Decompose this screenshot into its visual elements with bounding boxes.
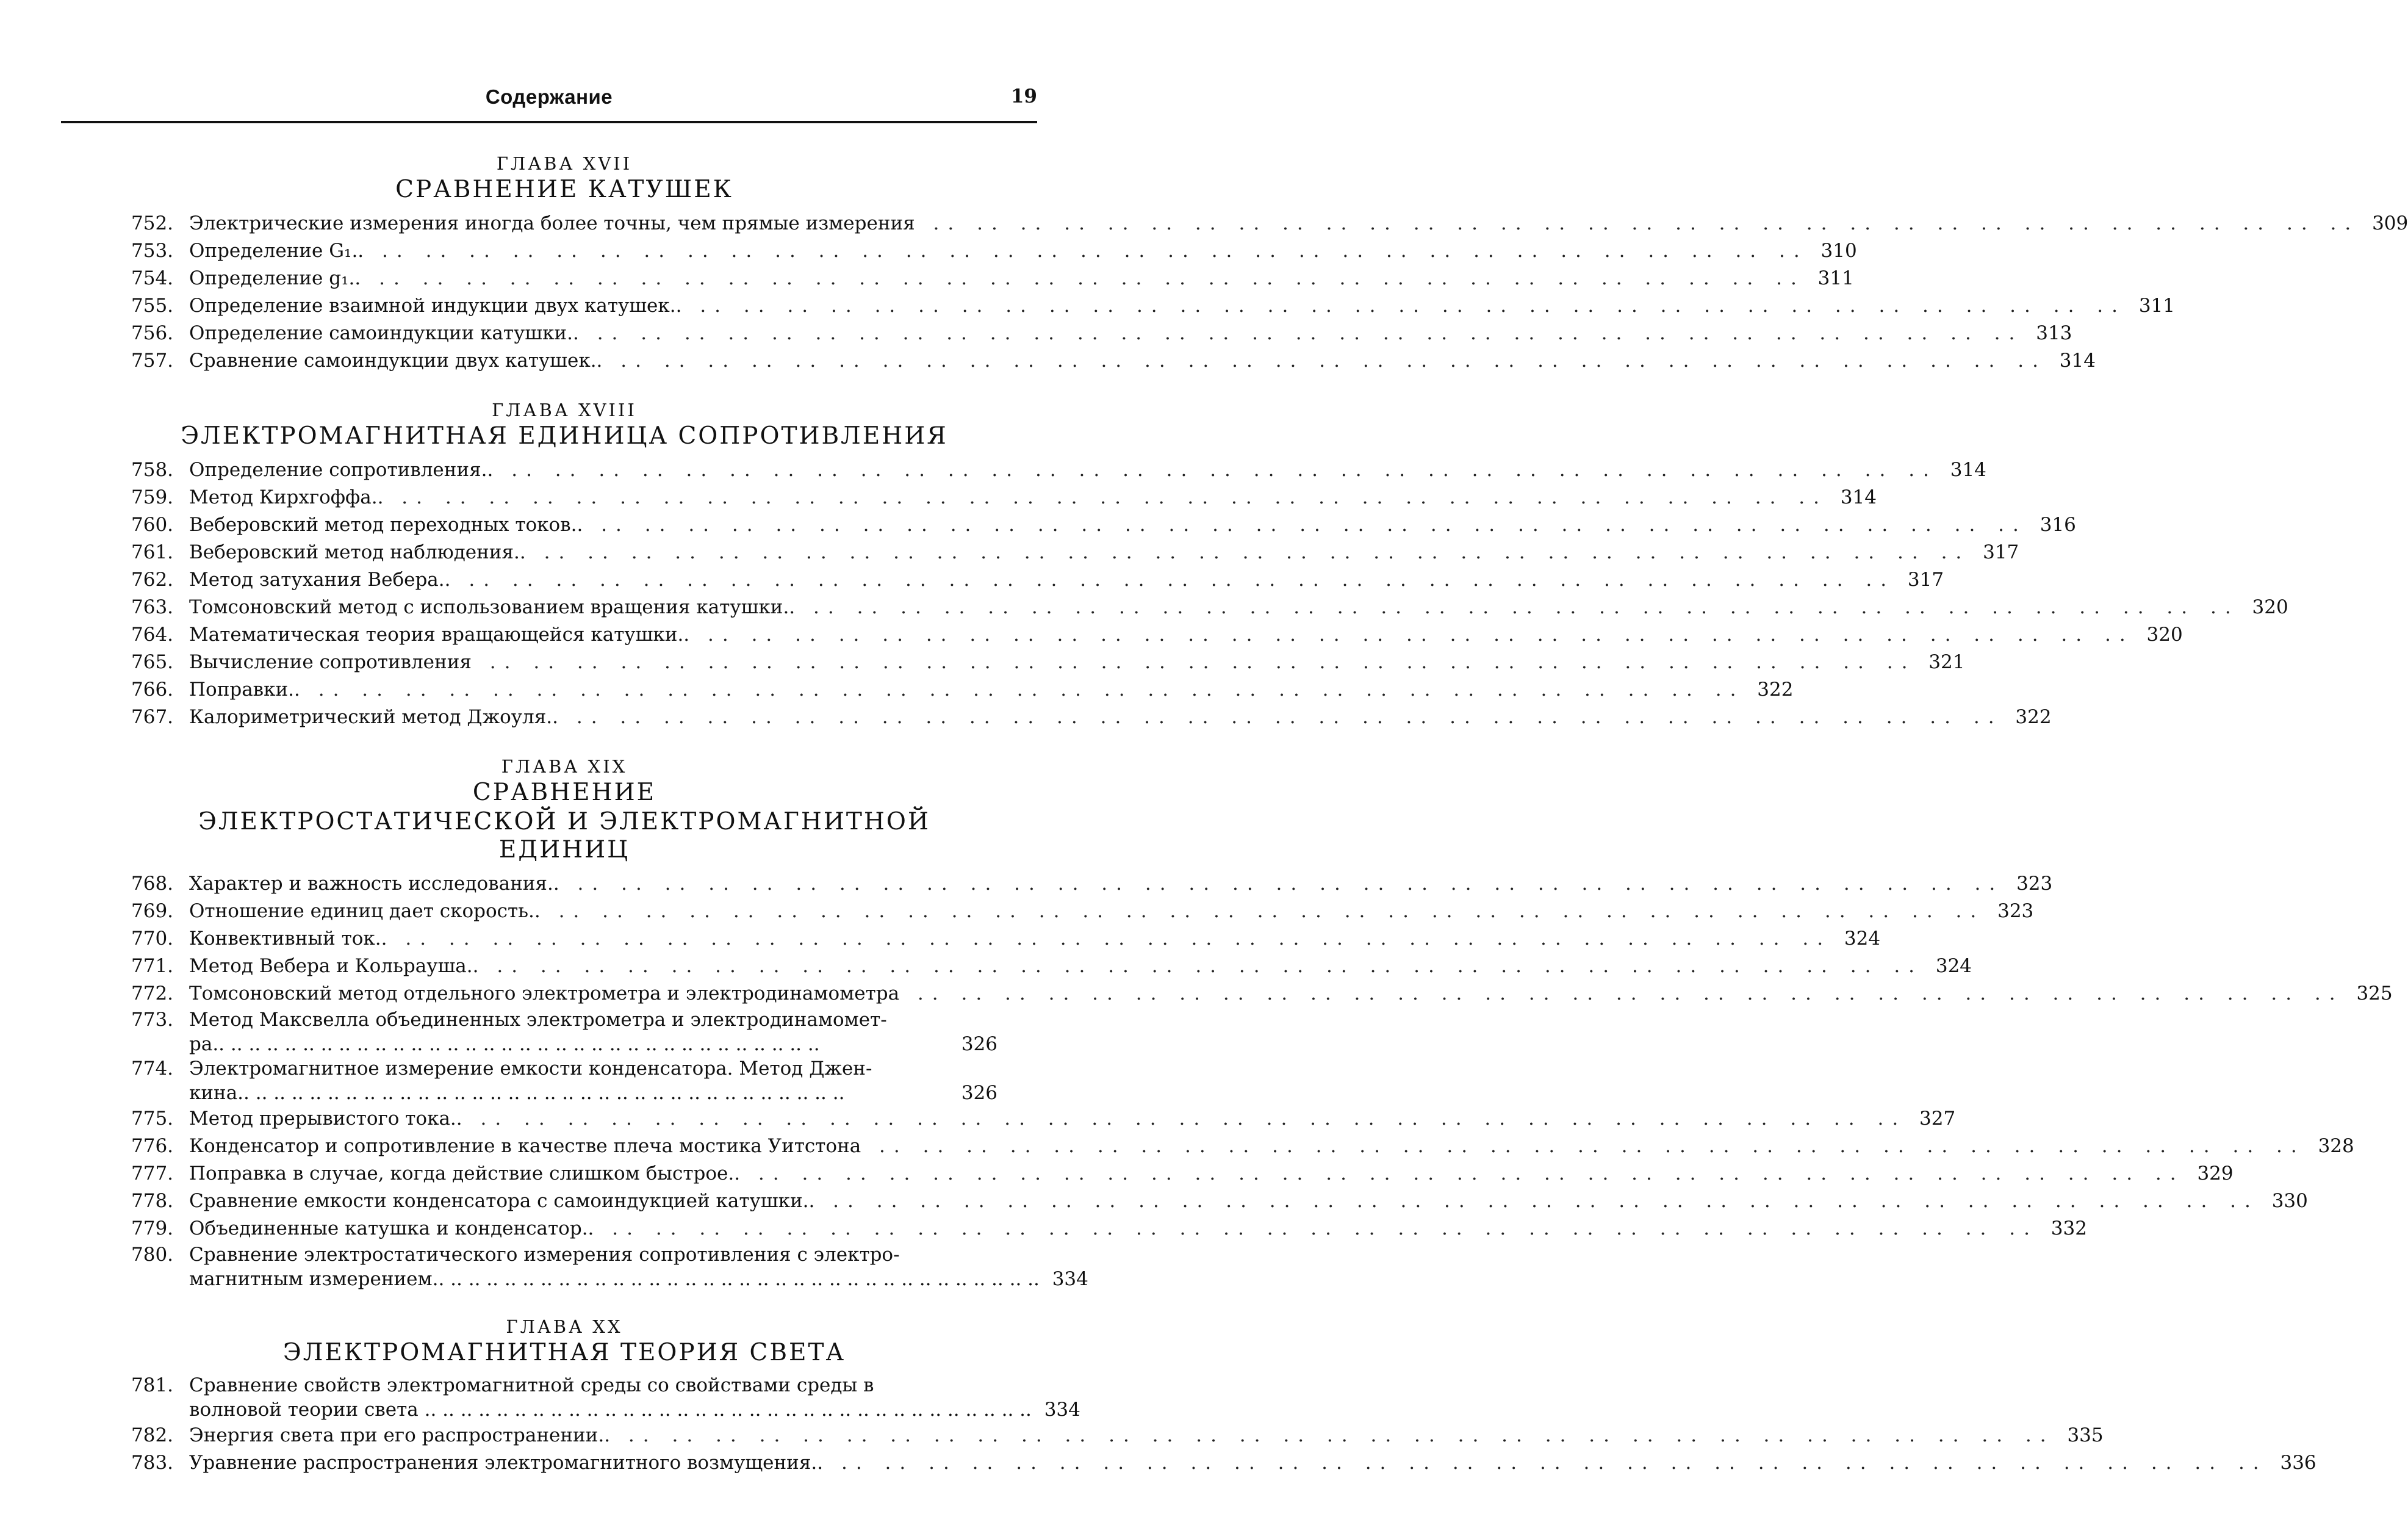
entry-text: Поправки.. <box>189 679 304 701</box>
dot-leader: .. .. .. .. .. .. .. .. .. .. .. .. .. .. .. .. .. .. .. .. .. .. .. .. .. .. .. .. .. .. .. .. .. <box>225 1033 820 1055</box>
dot-leader: .. .. .. .. .. .. .. .. .. .. .. .. .. .. .. .. .. .. .. .. .. .. .. .. .. .. .. .. .. .. .. .. .. <box>614 1424 2055 1446</box>
toc-entry <box>131 649 1965 676</box>
entry-text-wrap <box>189 870 2004 898</box>
entry-page: 316 <box>2040 514 2076 536</box>
entry-number: 782. <box>131 1424 174 1446</box>
entry-text-wrap <box>189 676 1744 704</box>
toc-entry <box>131 1373 1080 1422</box>
entry-number: 778. <box>131 1190 174 1212</box>
entry-text: Сравнение самоиндукции двух катушек.. <box>189 350 606 372</box>
entry-number: 752. <box>131 212 174 234</box>
entry-page: 311 <box>2138 295 2176 317</box>
entry-text: Характер и важность исследования.. <box>189 873 563 895</box>
dot-leader: .. .. .. .. .. .. .. .. .. .. .. .. .. .. .. .. .. .. .. .. .. .. .. .. .. .. .. .. .. .. .. .. .. <box>544 900 1985 922</box>
dot-leader: .. .. .. .. .. .. .. .. .. .. .. .. .. .. .. .. .. .. .. .. .. .. .. .. .. .. .. .. .. .. .. .. .. <box>454 569 1896 591</box>
dot-leader: .. .. .. .. .. .. .. .. .. .. .. .. .. .. .. .. .. .. .. .. .. .. .. .. .. .. .. .. .. .. .. .. .. <box>693 624 2134 646</box>
dot-leader: .. .. .. .. .. .. .. .. .. .. .. .. .. .. .. .. .. .. .. .. .. .. .. .. .. .. .. .. .. .. .. .. .. <box>562 706 2003 728</box>
entry-text-2: кина.. <box>189 1082 250 1104</box>
dot-leader: .. .. .. .. .. .. .. .. .. .. .. .. .. .. .. .. .. .. .. .. .. .. .. .. .. .. .. .. .. .. .. .. .. <box>367 240 1808 262</box>
entry-page: 332 <box>2050 1217 2087 1239</box>
entry-text-wrap <box>189 320 2023 347</box>
entry-number: 757. <box>131 350 174 372</box>
entry-page: 330 <box>2271 1190 2308 1212</box>
entry-text: Метод Максвелла объединенных электрометра и электродинамомет- <box>189 1009 887 1031</box>
dot-leader: .. .. .. .. .. .. .. .. .. .. .. .. .. .. .. .. .. .. .. .. .. .. .. .. .. .. .. .. .. .. .. .. .. <box>799 596 2240 618</box>
entry-body <box>189 1008 997 1056</box>
dot-leader: .. .. .. .. .. .. .. .. .. .. .. .. .. .. .. .. .. .. .. .. .. .. .. .. .. .. .. .. .. .. .. .. .. <box>827 1452 2268 1474</box>
toc-entry <box>131 292 2176 320</box>
entry-text-wrap <box>189 484 1828 511</box>
entry-page: 336 <box>2280 1452 2316 1474</box>
toc-entry <box>131 704 2052 731</box>
dot-leader: .. .. .. .. .. .. .. .. .. .. .. .. .. .. .. .. .. .. .. .. .. .. .. .. .. .. .. .. .. .. .. .. .. <box>864 1135 2306 1157</box>
entry-page: 325 <box>2356 983 2393 1004</box>
running-header <box>61 85 1037 122</box>
dot-leader: .. .. .. .. .. .. .. .. .. .. .. .. .. .. .. .. .. .. .. .. .. .. .. .. .. .. .. .. .. .. .. .. .. <box>918 212 2360 234</box>
entry-text-wrap <box>189 953 1923 980</box>
toc-entry <box>131 1160 2234 1188</box>
entry-text: Сравнение емкости конденсатора с самоиндукцией катушки.. <box>189 1190 818 1212</box>
entry-text-wrap <box>189 1188 2259 1215</box>
entry-text-wrap <box>189 925 1831 953</box>
entry-number: 766. <box>131 679 174 701</box>
entry-text-wrap <box>189 1422 2055 1449</box>
toc-entry <box>131 925 1881 953</box>
toc-entry <box>131 566 1944 594</box>
entry-text: Определение самоиндукции катушки.. <box>189 322 583 344</box>
entry-number: 756. <box>131 322 174 344</box>
entry-page: 313 <box>2036 322 2072 344</box>
entry-text-wrap <box>189 980 2344 1008</box>
entry-number: 755. <box>131 295 174 317</box>
toc-entry <box>131 594 2288 621</box>
entry-text: Конвективный ток.. <box>189 928 391 950</box>
entry-text: Объединенные катушка и конденсатор.. <box>189 1217 597 1239</box>
chapter-label: ГЛАВА XX <box>506 1316 623 1337</box>
chapter-label: ГЛАВА XVIII <box>492 400 637 420</box>
entry-page: 323 <box>2016 873 2053 895</box>
entry-number: 781. <box>131 1374 174 1396</box>
entry-text-wrap <box>189 511 2027 539</box>
toc-entry <box>131 676 1794 704</box>
entry-text-wrap <box>189 594 2240 621</box>
entry-text: Метод затухания Вебера.. <box>189 569 455 591</box>
toc-entry <box>131 980 2393 1008</box>
entry-page: 334 <box>1052 1268 1088 1290</box>
entry-text-wrap <box>189 649 1916 676</box>
entry-text-wrap <box>189 210 2359 237</box>
toc-entry <box>131 1105 1956 1133</box>
entry-page: 322 <box>1757 679 1794 701</box>
entry-text-wrap <box>189 237 1808 265</box>
toc-entry <box>131 347 2096 375</box>
entry-page: 314 <box>1840 486 1877 508</box>
entry-text-wrap <box>189 1449 2268 1477</box>
toc-entry <box>131 320 2072 347</box>
entry-page: 314 <box>1950 459 1986 481</box>
entry-text: Уравнение распространения электромагнитного возмущения.. <box>189 1452 827 1474</box>
entry-number: 771. <box>131 955 174 977</box>
entry-text: Метод Вебера и Кольрауша.. <box>189 955 482 977</box>
entry-number: 753. <box>131 240 174 262</box>
entry-body <box>189 1242 1088 1291</box>
entry-number: 780. <box>131 1244 174 1266</box>
entry-text-2: магнитным измерением.. <box>189 1268 445 1290</box>
entry-page: 334 <box>1044 1399 1080 1421</box>
entry-page: 320 <box>2252 596 2288 618</box>
header-title: Содержание <box>485 85 613 108</box>
entry-text-cont <box>189 1032 949 1056</box>
dot-leader: .. .. .. .. .. .. .. .. .. .. .. .. .. .. .. .. .. .. .. .. .. .. .. .. .. .. .. .. .. .. .. .. .. <box>475 651 1916 673</box>
entry-text-cont <box>189 1397 1032 1422</box>
entry-page: 324 <box>1935 955 1972 977</box>
dot-leader: .. .. .. .. .. .. .. .. .. .. .. .. .. .. .. .. .. .. .. .. .. .. .. .. .. .. .. .. .. .. .. .. .. <box>390 928 1832 950</box>
entry-page: 311 <box>1817 267 1854 289</box>
dot-leader: .. .. .. .. .. .. .. .. .. .. .. .. .. .. .. .. .. .. .. .. .. .. .. .. .. .. .. .. .. .. .. .. .. <box>529 541 1971 563</box>
toc-entry <box>131 511 2076 539</box>
entry-number: 779. <box>131 1217 174 1239</box>
toc-entry <box>131 1422 2104 1449</box>
toc-entry <box>131 953 1972 980</box>
chapter-title: ЭЛЕКТРОСТАТИЧЕСКОЙ И ЭЛЕКТРОМАГНИТНОЙ ЕДИНИЦ <box>198 808 930 864</box>
page-number: 19 <box>1010 85 1037 107</box>
dot-leader: .. .. .. .. .. .. .. .. .. .. .. .. .. .. .. .. .. .. .. .. .. .. .. .. .. .. .. .. .. .. .. .. .. <box>597 1217 2038 1239</box>
dot-leader: .. .. .. .. .. .. .. .. .. .. .. .. .. .. .. .. .. .. .. .. .. .. .. .. .. .. .. .. .. .. .. .. .. <box>685 295 2127 317</box>
entry-number: 764. <box>131 624 174 646</box>
toc-entry <box>131 1056 997 1105</box>
entry-text: Определение g₁.. <box>189 267 364 289</box>
toc-entry <box>131 1133 2354 1160</box>
dot-leader: .. .. .. .. .. .. .. .. .. .. .. .. .. .. .. .. .. .. .. .. .. .. .. .. .. .. .. .. .. .. .. .. .. <box>482 955 1924 977</box>
toc-entry <box>131 237 1857 265</box>
entry-page: 335 <box>2067 1424 2104 1446</box>
entry-number: 775. <box>131 1108 174 1130</box>
entry-number: 759. <box>131 486 174 508</box>
entry-text: Электромагнитное измерение емкости конденсатора. Метод Джен- <box>189 1058 872 1080</box>
toc-entry <box>131 1215 2087 1242</box>
entry-text: Томсоновский метод с использованием вращения катушки.. <box>189 596 799 618</box>
toc-entry <box>131 1008 997 1056</box>
dot-leader: .. .. .. .. .. .. .. .. .. .. .. .. .. .. .. .. .. .. .. .. .. .. .. .. .. .. .. .. .. .. .. .. .. <box>582 322 2024 344</box>
entry-line <box>189 1032 997 1056</box>
entry-page: 310 <box>1820 240 1857 262</box>
entry-page: 317 <box>1907 569 1944 591</box>
entry-text: Веберовский метод наблюдения.. <box>189 541 530 563</box>
entry-number: 767. <box>131 706 174 728</box>
entry-text: Метод Кирхгоффа.. <box>189 486 387 508</box>
entry-page: 326 <box>961 1033 997 1055</box>
entry-page: 322 <box>2015 706 2052 728</box>
dot-leader: .. .. .. .. .. .. .. .. .. .. .. .. .. .. .. .. .. .. .. .. .. .. .. .. .. .. .. .. .. .. .. .. .. <box>586 514 2027 536</box>
entry-text: Веберовский метод переходных токов.. <box>189 514 586 536</box>
entry-number: 760. <box>131 514 174 536</box>
entry-number: 774. <box>131 1058 174 1080</box>
dot-leader: .. .. .. .. .. .. .. .. .. .. .. .. .. .. .. .. .. .. .. .. .. .. .. .. .. .. .. .. .. .. .. .. .. <box>903 983 2344 1004</box>
entry-page: 326 <box>961 1082 997 1104</box>
dot-leader: .. .. .. .. .. .. .. .. .. .. .. .. .. .. .. .. .. .. .. .. .. .. .. .. .. .. .. .. .. .. .. .. .. <box>497 459 1938 481</box>
entry-text: Сравнение свойств электромагнитной среды со свойствами среды в <box>189 1374 874 1396</box>
entry-text-wrap <box>189 265 1805 292</box>
entry-text: Метод прерывистого тока.. <box>189 1108 466 1130</box>
entry-number: 776. <box>131 1135 174 1157</box>
entry-text-wrap <box>189 539 1970 566</box>
chapter-title: ЭЛЕКТРОМАГНИТНАЯ ТЕОРИЯ СВЕТА <box>282 1339 846 1366</box>
entry-page: 320 <box>2146 624 2183 646</box>
entry-number: 769. <box>131 900 174 922</box>
entry-text: Сравнение электростатического измерения сопротивления с электро- <box>189 1244 900 1266</box>
header-rule <box>61 121 1037 123</box>
entry-number: 763. <box>131 596 174 618</box>
entry-page: 314 <box>2059 350 2096 372</box>
entry-number: 762. <box>131 569 174 591</box>
entry-text-cont <box>189 1267 1040 1291</box>
entry-page: 327 <box>1919 1108 1956 1130</box>
entry-text-wrap <box>189 1133 2306 1160</box>
toc-entry <box>131 484 1877 511</box>
entry-text: Поправка в случае, когда действие слишком быстрое.. <box>189 1163 744 1184</box>
toc-entry <box>131 456 1986 484</box>
entry-text-wrap <box>189 456 1938 484</box>
entry-text: Конденсатор и сопротивление в качестве плеча мостика Уитстона <box>189 1135 864 1157</box>
toc-entry <box>131 210 2408 237</box>
toc-entry <box>131 870 2053 898</box>
toc-entry <box>131 1449 2316 1477</box>
entry-text-wrap <box>189 704 2003 731</box>
entry-number: 758. <box>131 459 174 481</box>
entry-number: 777. <box>131 1163 174 1184</box>
entry-number: 770. <box>131 928 174 950</box>
toc-entry <box>131 1188 2308 1215</box>
entry-text: Определение взаимной индукции двух катушек.. <box>189 295 685 317</box>
dot-leader: .. .. .. .. .. .. .. .. .. .. .. .. .. .. .. .. .. .. .. .. .. .. .. .. .. .. .. .. .. .. .. .. .. <box>436 1399 1032 1421</box>
entry-line <box>189 1081 997 1105</box>
toc-entry <box>131 265 1854 292</box>
entry-number: 773. <box>131 1009 174 1031</box>
entry-text: Вычисление сопротивления <box>189 651 475 673</box>
toc-entry <box>131 1242 1088 1291</box>
entry-text: Электрические измерения иногда более точны, чем прямые измерения <box>189 212 919 234</box>
toc-entry <box>131 539 2019 566</box>
chapter-title: СРАВНЕНИЕ <box>472 779 656 806</box>
entry-number: 761. <box>131 541 174 563</box>
entry-text: Математическая теория вращающейся катушки.. <box>189 624 693 646</box>
entry-text-wrap <box>189 621 2134 649</box>
entry-text-2: ра.. <box>189 1033 225 1055</box>
dot-leader: .. .. .. .. .. .. .. .. .. .. .. .. .. .. .. .. .. .. .. .. .. .. .. .. .. .. .. .. .. .. .. .. .. <box>249 1082 845 1104</box>
entry-number: 765. <box>131 651 174 673</box>
entry-number: 783. <box>131 1452 174 1474</box>
entry-page: 309 <box>2372 212 2408 234</box>
entry-text-wrap <box>189 898 1985 925</box>
dot-leader: .. .. .. .. .. .. .. .. .. .. .. .. .. .. .. .. .. .. .. .. .. .. .. .. .. .. .. .. .. .. .. .. .. <box>387 486 1828 508</box>
entry-page: 328 <box>2318 1135 2354 1157</box>
toc-entry <box>131 621 2183 649</box>
entry-number: 768. <box>131 873 174 895</box>
entry-text-2: волновой теории света .. <box>189 1399 437 1421</box>
entry-page: 323 <box>1997 900 2034 922</box>
chapter-title: СРАВНЕНИЕ КАТУШЕК <box>395 176 733 203</box>
chapter-label: ГЛАВА XVII <box>496 153 633 174</box>
dot-leader: .. .. .. .. .. .. .. .. .. .. .. .. .. .. .. .. .. .. .. .. .. .. .. .. .. .. .. .. .. .. .. .. .. <box>562 873 2004 895</box>
entry-number: 772. <box>131 983 174 1004</box>
dot-leader: .. .. .. .. .. .. .. .. .. .. .. .. .. .. .. .. .. .. .. .. .. .. .. .. .. .. .. .. .. .. .. .. .. <box>444 1268 1040 1290</box>
entry-line <box>189 1267 1088 1291</box>
entry-text-wrap <box>189 1105 1907 1133</box>
entry-text-wrap <box>189 566 1895 594</box>
entry-page: 324 <box>1844 928 1881 950</box>
entry-body <box>189 1373 1080 1422</box>
entry-text: Калориметрический метод Джоуля.. <box>189 706 562 728</box>
entry-body <box>189 1056 997 1105</box>
chapter-title: ЭЛЕКТРОМАГНИТНАЯ ЕДИНИЦА СОПРОТИВЛЕНИЯ <box>181 422 948 450</box>
table-of-contents <box>131 153 2408 1477</box>
toc-entry <box>131 898 2034 925</box>
dot-leader: .. .. .. .. .. .. .. .. .. .. .. .. .. .. .. .. .. .. .. .. .. .. .. .. .. .. .. .. .. .. .. .. .. <box>303 679 1745 701</box>
entry-text: Отношение единиц дает скорость.. <box>189 900 544 922</box>
entry-text: Определение сопротивления.. <box>189 459 497 481</box>
entry-number: 754. <box>131 267 174 289</box>
dot-leader: .. .. .. .. .. .. .. .. .. .. .. .. .. .. .. .. .. .. .. .. .. .. .. .. .. .. .. .. .. .. .. .. .. <box>465 1108 1907 1130</box>
entry-text: Томсоновский метод отдельного электрометра и электродинамометра <box>189 983 903 1004</box>
chapter-label: ГЛАВА XIX <box>501 756 628 777</box>
entry-text: Определение G₁.. <box>189 240 367 262</box>
entry-text-cont <box>189 1081 949 1105</box>
dot-leader: .. .. .. .. .. .. .. .. .. .. .. .. .. .. .. .. .. .. .. .. .. .. .. .. .. .. .. .. .. .. .. .. .. <box>744 1163 2185 1184</box>
entry-page: 317 <box>1983 541 2019 563</box>
entry-text: Энергия света при его распространении.. <box>189 1424 614 1446</box>
dot-leader: .. .. .. .. .. .. .. .. .. .. .. .. .. .. .. .. .. .. .. .. .. .. .. .. .. .. .. .. .. .. .. .. .. <box>818 1190 2259 1212</box>
entry-line <box>189 1397 1080 1422</box>
entry-text-wrap <box>189 1160 2185 1188</box>
dot-leader: .. .. .. .. .. .. .. .. .. .. .. .. .. .. .. .. .. .. .. .. .. .. .. .. .. .. .. .. .. .. .. .. .. <box>364 267 1805 289</box>
entry-text-wrap <box>189 347 2047 375</box>
entry-page: 321 <box>1928 651 1965 673</box>
entry-text-wrap <box>189 292 2126 320</box>
entry-page: 329 <box>2197 1163 2234 1184</box>
dot-leader: .. .. .. .. .. .. .. .. .. .. .. .. .. .. .. .. .. .. .. .. .. .. .. .. .. .. .. .. .. .. .. .. .. <box>606 350 2047 372</box>
entry-text-wrap <box>189 1215 2038 1242</box>
